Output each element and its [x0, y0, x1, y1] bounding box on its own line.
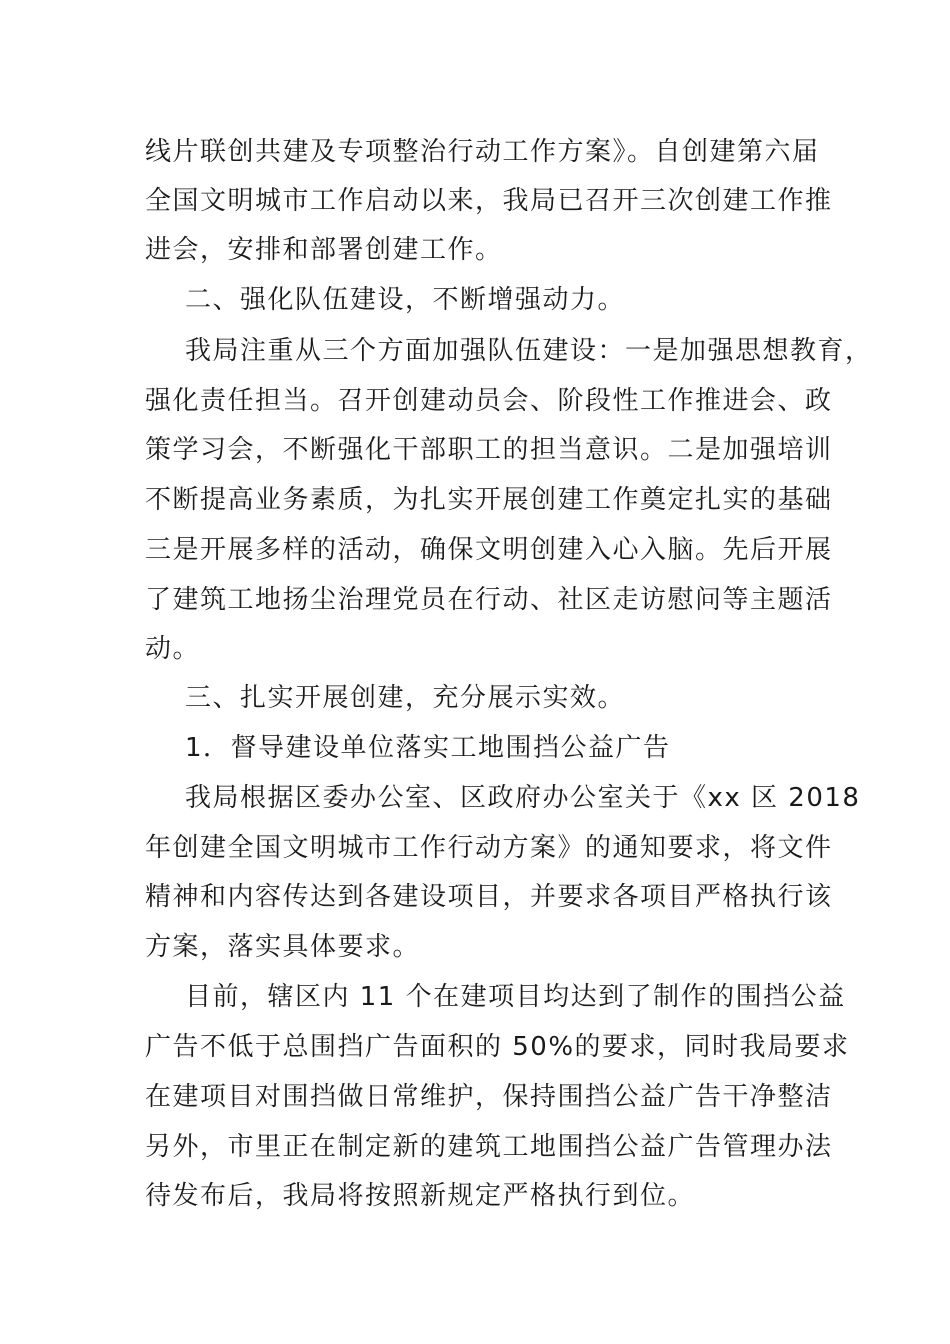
text-line: 在建项目对围挡做日常维护，保持围挡公益广告干净整洁	[145, 1082, 833, 1112]
text-line: 方案，落实具体要求。	[145, 932, 421, 962]
text-line: 进会，安排和部署创建工作。	[145, 235, 503, 265]
text-line: 我局根据区委办公室、区政府办公室关于《xx 区 2018	[185, 783, 861, 813]
text-line: 三是开展多样的活动，确保文明创建入心入脑。先后开展	[145, 535, 833, 565]
text-line: 我局注重从三个方面加强队伍建设：一是加强思想教育，	[185, 336, 873, 366]
text-line: 了建筑工地扬尘治理党员在行动、社区走访慰问等主题活	[145, 585, 833, 615]
text-line: 线片联创共建及专项整治行动工作方案》。自创建第六届	[145, 137, 820, 167]
text-line: 不断提高业务素质，为扎实开展创建工作奠定扎实的基础	[145, 485, 833, 515]
text-line: 强化责任担当。召开创建动员会、阶段性工作推进会、政	[145, 386, 833, 416]
text-line: 全国文明城市工作启动以来，我局已召开三次创建工作推	[145, 186, 833, 216]
section-heading: 三、扎实开展创建，充分展示实效。	[185, 683, 626, 713]
section-heading: 二、强化队伍建设，不断增强动力。	[185, 285, 626, 315]
text-line: 动。	[145, 634, 201, 664]
text-line: 精神和内容传达到各建设项目，并要求各项目严格执行该	[145, 882, 833, 912]
text-line: 年创建全国文明城市工作行动方案》的通知要求，将文件	[145, 833, 833, 863]
subsection-heading: 1．督导建设单位落实工地围挡公益广告	[185, 733, 671, 763]
text-line: 策学习会，不断强化干部职工的担当意识。二是加强培训	[145, 435, 833, 465]
text-line: 广告不低于总围挡广告面积的 50%的要求，同时我局要求	[145, 1032, 850, 1062]
text-line: 目前，辖区内 11 个在建项目均达到了制作的围挡公益	[185, 982, 846, 1012]
text-line: 另外，市里正在制定新的建筑工地围挡公益广告管理办法	[145, 1132, 833, 1162]
text-line: 待发布后，我局将按照新规定严格执行到位。	[145, 1181, 696, 1211]
